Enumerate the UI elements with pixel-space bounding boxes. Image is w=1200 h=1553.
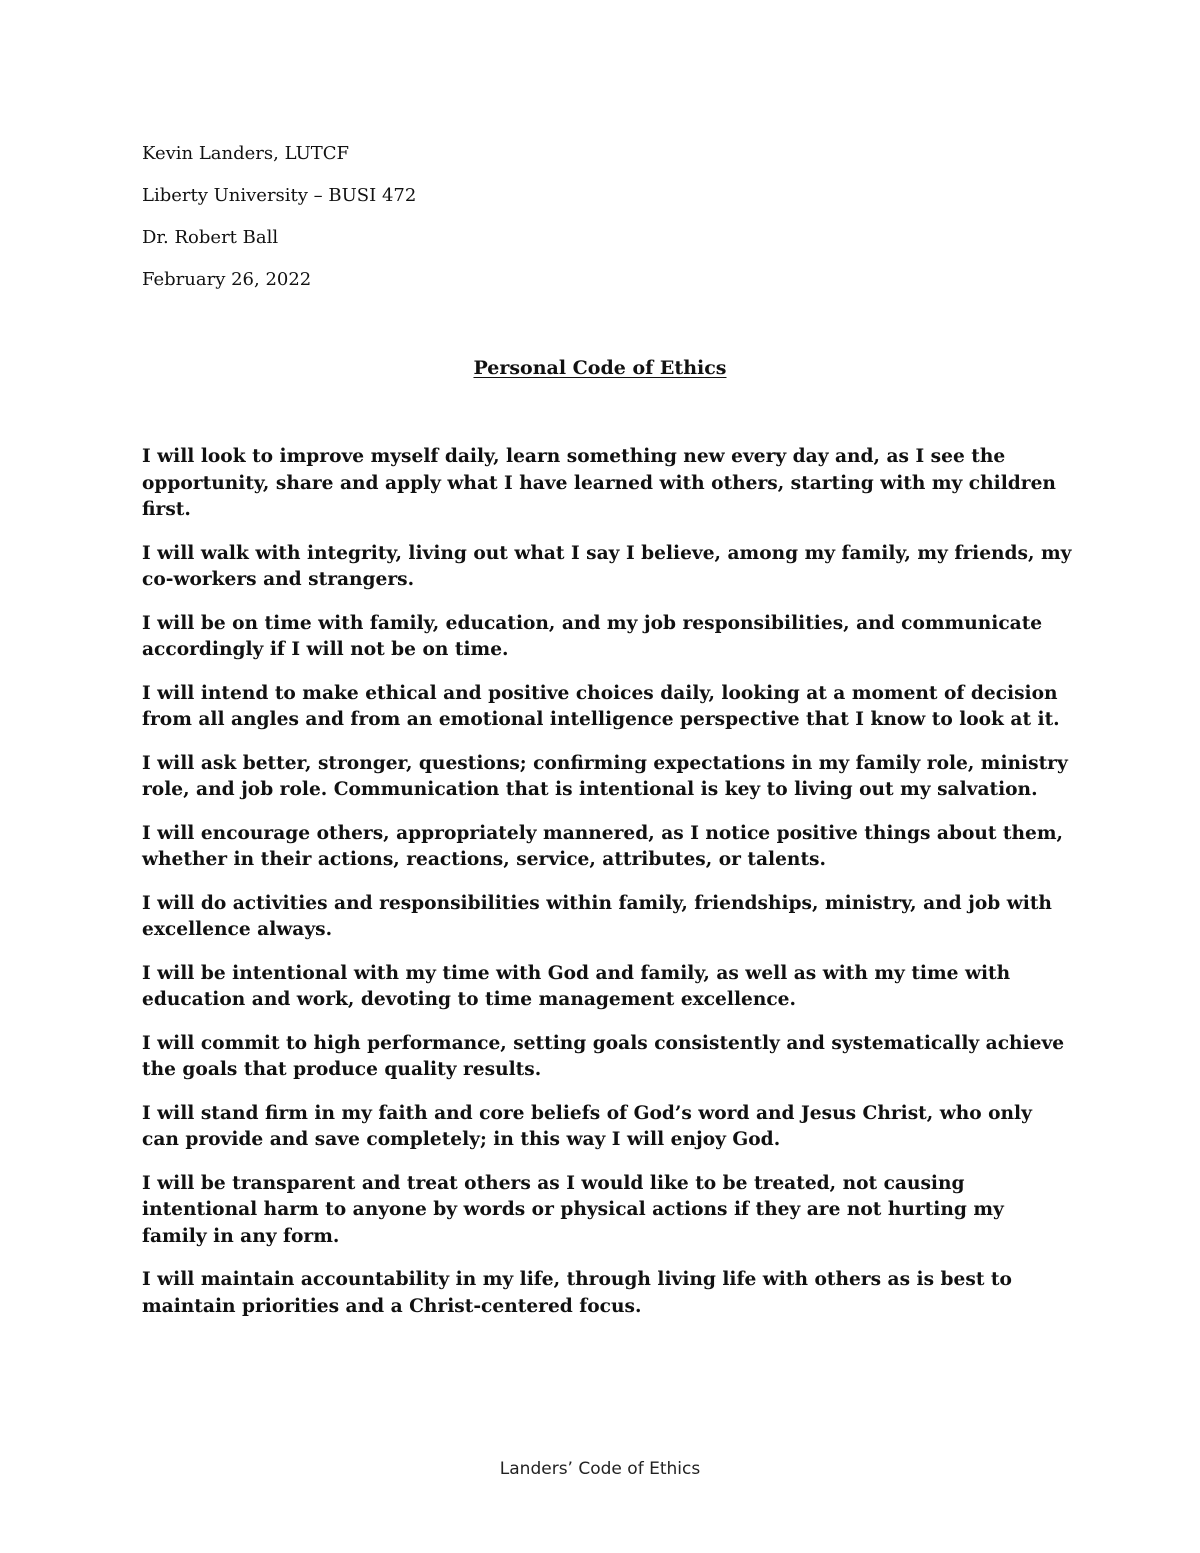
ethics-statement: I will be intentional with my time with God and family, as well as with my time with education and work, devoting to time management excellence.: [142, 962, 1011, 1010]
ethics-statement: I will stand firm in my faith and core beliefs of God’s word and Jesus Christ, who only can provide and save completely; in this way I will enjoy God.: [142, 1102, 1032, 1150]
header-block: [142, 140, 842, 308]
ethics-statement: I will maintain accountability in my life, through living life with others as is best to maintain priorities and a Christ-centered focus.: [142, 1269, 1012, 1317]
document-title: Personal Code of Ethics: [473, 357, 727, 379]
date-line: February 26, 2022: [142, 269, 312, 290]
ethics-statements: [142, 444, 1072, 1337]
ethics-statement: I will walk with integrity, living out what I say I believe, among my family, my friends, my co-workers and strangers.: [142, 542, 1072, 590]
institution-line: Liberty University – BUSI 472: [142, 185, 417, 206]
instructor-line: Dr. Robert Ball: [142, 227, 279, 248]
ethics-statement: I will intend to make ethical and positive choices daily, looking at a moment of decision from all angles and from an emotional intelligence perspective that I know to look at it.: [142, 682, 1060, 730]
author-line: Kevin Landers, LUTCF: [142, 143, 349, 164]
ethics-statement: I will commit to high performance, setting goals consistently and systematically achieve the goals that produce quality results.: [142, 1032, 1065, 1080]
ethics-statement: I will be transparent and treat others as I would like to be treated, not causing intentional harm to anyone by words or physical actions if they are not hurting my family in any form.: [142, 1172, 1004, 1247]
ethics-statement: I will encourage others, appropriately mannered, as I notice positive things about them, whether in their actions, reactions, service, attributes, or talents.: [142, 822, 1064, 870]
ethics-statement: I will do activities and responsibilities within family, friendships, ministry, and job with excellence always.: [142, 892, 1052, 940]
ethics-statement: I will be on time with family, education, and my job responsibilities, and communicate accordingly if I will not be on time.: [142, 612, 1043, 660]
ethics-statement: I will ask better, stronger, questions; confirming expectations in my family role, ministry role, and job role. Communication that is intentional is key to living out my salvation.: [142, 752, 1068, 800]
ethics-statement: I will look to improve myself daily, learn something new every day and, as I see the opportunity, share and apply what I have learned with others, starting with my children first.: [142, 446, 1056, 520]
page-footer: Landers’ Code of Ethics: [499, 1459, 701, 1479]
